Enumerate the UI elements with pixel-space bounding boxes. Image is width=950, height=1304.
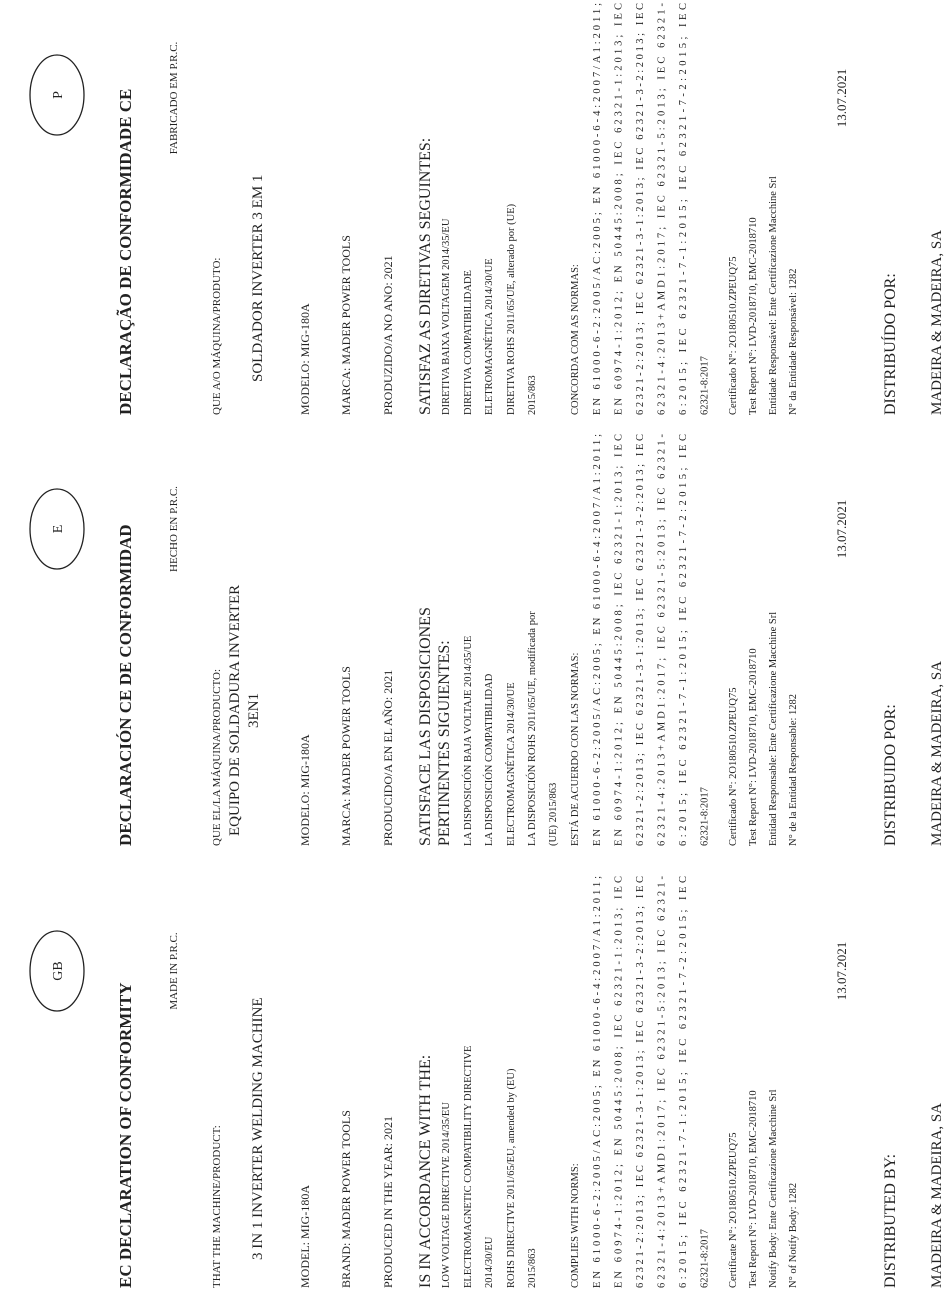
distributor-name: MADEIRA & MADEIRA, SA (929, 1102, 945, 1288)
declaration-title: DECLARAÇÃO DE CONFORMIDADE CE (116, 88, 135, 415)
made-in: MADE IN P.R.C. (168, 932, 180, 1010)
notify-body: Entidad Responsable: Ente Certificazione Macchine Srl (768, 611, 779, 846)
test-report: Test Report N°: LVD-2018710, EMC-2018710 (748, 1090, 759, 1288)
directive-item: DIRETIVA COMPATIBILIDADE (463, 270, 474, 415)
distributed-by-label: DISTRIBUIDO POR: (882, 704, 899, 846)
directive-item: 2015/863 (527, 1248, 538, 1288)
notify-body-number: N° of Notify Body: 1282 (788, 1182, 799, 1288)
norms-line: 62321-8:2017 (699, 787, 711, 846)
country-code-p: P (51, 91, 66, 99)
norms-line: EN 60974-1:2012; EN 50445:2008; IEC 62321-1:2013; IEC (613, 3, 625, 415)
directive-item: ELECTROMAGNETIC COMPATIBILITY DIRECTIVE (463, 1045, 474, 1288)
declaration-title: DECLARACIÓN CE DE CONFORMIDAD (116, 524, 135, 846)
norms-line: 62321-4:2013+AMD1:2017; IEC 62321-5:2013; IEC 62321- (656, 2, 668, 415)
distributed-by-label: DISTRIBUTED BY: (882, 1153, 899, 1288)
date: 13.07.2021 (834, 941, 849, 1001)
notify-body: Entidade Responsável: Ente Certificazione Macchine Srl (768, 176, 779, 415)
distributor-name: MADEIRA & MADEIRA, SA (929, 660, 945, 846)
norms-line: EN 61000-6-2:2005/AC:2005; EN 61000-6-4:2007/A1:2011; (592, 434, 603, 846)
certificate-number: Certificate N°: 2O180510.ZPEUQ75 (728, 1132, 739, 1288)
norms-line: 62321-2:2013; IEC 62321-3-1:2013; IEC 62321-3-2:2013; IEC (635, 3, 646, 415)
machine-label: THAT THE MACHINE/PRODUCT: (211, 1125, 223, 1288)
date: 13.07.2021 (834, 499, 849, 559)
produced-year: PRODUCED IN THE YEAR: 2021 (381, 1115, 395, 1288)
machine-label: QUE EL/LA MÁQUINA/PRODUCTO: (211, 668, 223, 846)
norms-line: 62321-2:2013; IEC 62321-3-1:2013; IEC 62321-3-2:2013; IEC (635, 434, 646, 846)
norms-line: 62321-8:2017 (699, 356, 711, 415)
machine-label: QUE A/O MÁQUINA/PRODUTO: (211, 257, 223, 415)
norms-heading: ESTÁ DE ACUERDO CON LAS NORMAS: (570, 652, 581, 846)
declaration-title: EC DECLARATION OF CONFORMITY (116, 982, 135, 1288)
brand: MARCA: MADER POWER TOOLS (339, 666, 353, 846)
model: MODELO: MIG-180A (298, 734, 312, 846)
accordance-heading-line2: PERTINENTES SIGUIENTES: (436, 640, 453, 846)
norms-line: 62321-2:2013; IEC 62321-3-1:2013; IEC 62321-3-2:2013; IEC (635, 876, 646, 1288)
norms-line: 6:2015; IEC 62321-7-1:2015; IEC 62321-7-2:2015; IEC (678, 876, 689, 1288)
country-code-e: E (51, 524, 66, 534)
directive-item: DIRETIVA BAIXA VOLTAGEM 2014/35/EU (441, 218, 452, 415)
distributed-by-label: DISTRIBUÍDO POR: (882, 273, 899, 415)
model: MODELO: MIG-180A (298, 303, 312, 415)
directive-item: ROHS DIRECTIVE 2011/65/EU, amended by (EU) (506, 1068, 517, 1288)
directive-item: LOW VOLTAGE DIRECTIVE 2014/35/EU (441, 1102, 452, 1288)
norms-line: 6:2015; IEC 62321-7-1:2015; IEC 62321-7-2:2015; IEC (678, 434, 689, 846)
distributor-name: MADEIRA & MADEIRA, SA (929, 229, 945, 415)
model: MODEL: MIG-180A (298, 1185, 312, 1288)
accordance-heading: SATISFACE LAS DISPOSICIONES (417, 607, 434, 846)
date: 13.07.2021 (834, 68, 849, 128)
column-e (30, 433, 945, 846)
directive-item: LA DISPOSICIÓN COMPATIBILIDAD (484, 673, 495, 846)
brand: MARCA: MADER POWER TOOLS (339, 235, 353, 415)
produced-year: PRODUZIDO/A NO ANO: 2021 (381, 255, 395, 415)
column-p (30, 2, 945, 415)
test-report: Test Report N°: LVD-2018710, EMC-2018710 (748, 648, 759, 846)
directive-item: 2015/863 (527, 375, 538, 415)
column-gb (30, 875, 945, 1288)
directive-item: ELETROMAGNÉTICA 2014/30/UE (484, 258, 495, 415)
norms-line: 62321-4:2013+AMD1:2017; IEC 62321-5:2013; IEC 62321- (656, 433, 668, 846)
norms-line: 6:2015; IEC 62321-7-1:2015; IEC 62321-7-2:2015; IEC (678, 3, 689, 415)
accordance-heading: SATISFAZ AS DIRETIVAS SEGUINTES: (417, 137, 434, 415)
norms-line: EN 60974-1:2012; EN 50445:2008; IEC 62321-1:2013; IEC (613, 876, 625, 1288)
directive-item: DIRETIVA ROHS 2011/65/UE, alterado por (UE) (506, 203, 517, 415)
made-in: FABRICADO EM P.R.C. (168, 41, 180, 155)
brand: BRAND: MADER POWER TOOLS (339, 1110, 353, 1288)
directive-item: LA DISPOSICIÓN BAJA VOLTAJE 2014/35/UE (463, 635, 474, 846)
norms-line: 62321-8:2017 (699, 1229, 711, 1288)
directive-item: 2014/30/EU (484, 1236, 495, 1288)
product-name: EQUIPO DE SOLDADURA INVERTER (227, 584, 243, 836)
product-name-line2: 3EN1 (246, 693, 262, 728)
made-in: HECHO EN P.R.C. (168, 486, 180, 572)
certificate-number: Certificado N°: 2O180510.ZPEUQ75 (728, 256, 739, 415)
product-name: 3 IN 1 INVERTER WELDING MACHINE (250, 997, 266, 1260)
certificate-number: Certificado N°: 2O180510.ZPEUQ75 (728, 687, 739, 846)
norms-line: EN 61000-6-2:2005/AC:2005; EN 61000-6-4:2007/A1:2011; (592, 876, 603, 1288)
norms-line: EN 61000-6-2:2005/AC:2005; EN 61000-6-4:2007/A1:2011; (592, 3, 603, 415)
notify-body-number: N° da Entidade Responsável: 1282 (788, 268, 799, 415)
test-report: Test Report N°: LVD-2018710, EMC-2018710 (748, 217, 759, 415)
directive-item: (UE) 2015/863 (548, 782, 559, 846)
norms-line: EN 60974-1:2012; EN 50445:2008; IEC 62321-1:2013; IEC (613, 434, 625, 846)
country-code-gb: GB (51, 961, 66, 981)
directive-item: LA DISPOSICIÓN ROHS 2011/65/UE, modificada por (527, 611, 538, 846)
norms-line: 62321-4:2013+AMD1:2017; IEC 62321-5:2013; IEC 62321- (656, 875, 668, 1288)
accordance-heading: IS IN ACCORDANCE WITH THE: (417, 1054, 434, 1288)
directive-item: ELECTROMAGNÉTICA 2014/30/UE (506, 682, 517, 846)
produced-year: PRODUCIDO/A EN EL AÑO: 2021 (381, 669, 395, 846)
norms-heading: COMPLIES WITH NORMS: (570, 1163, 581, 1288)
norms-heading: CONCORDA COM AS NORMAS: (570, 264, 581, 415)
notify-body: Notify Body: Ente Certificazione Macchine Srl (768, 1089, 779, 1288)
product-name: SOLDADOR INVERTER 3 EM 1 (250, 174, 266, 382)
notify-body-number: N° de la Entidad Responsable: 1282 (788, 693, 799, 846)
